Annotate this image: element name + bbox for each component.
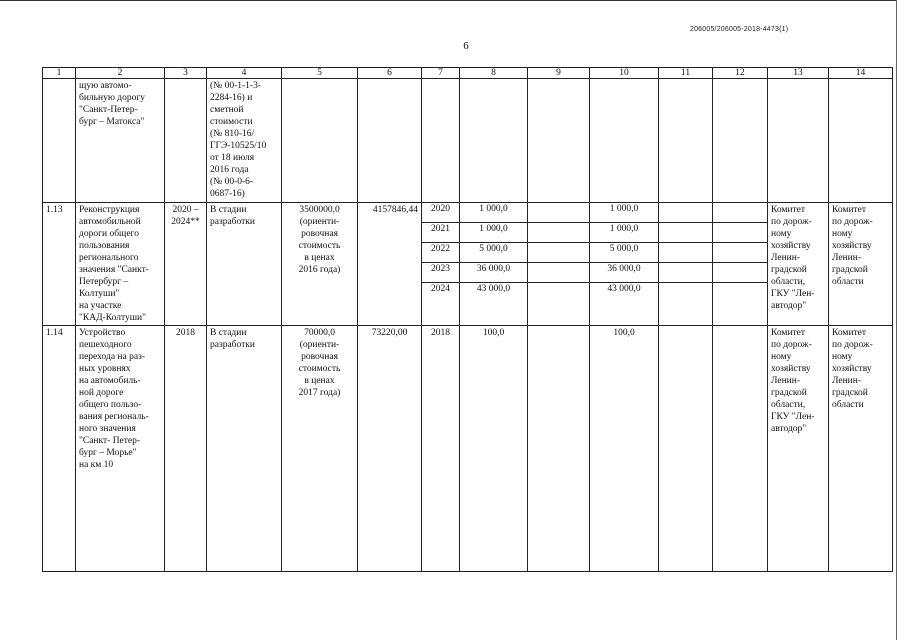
amount-total: 1 000,0	[460, 223, 527, 243]
amount-total: 1 000,0	[460, 203, 527, 223]
col-number: 12	[713, 68, 768, 79]
stage: В стадии разработки	[207, 203, 282, 326]
column-number-row	[43, 68, 893, 79]
program-table	[42, 67, 893, 572]
amount-regional: 1 000,0	[590, 203, 658, 223]
page-number: 6	[463, 40, 469, 52]
col-number: 6	[358, 68, 422, 79]
col-number: 2	[76, 68, 165, 79]
year: 2021	[422, 223, 459, 243]
table-row	[43, 326, 893, 572]
col-number: 14	[829, 68, 893, 79]
table-row	[43, 79, 893, 203]
year: 2023	[422, 263, 459, 283]
customer: Комитет по дорож- ному хозяйству Ленин- градской области, ГКУ "Лен- автодор"	[768, 326, 829, 572]
amount-regional: 100,0	[590, 326, 659, 572]
year: 2022	[422, 243, 459, 263]
amount-regional: 5 000,0	[590, 243, 658, 263]
cost: 73220,00	[358, 326, 422, 572]
col-number: 5	[282, 68, 358, 79]
page-right-edge	[896, 0, 897, 640]
row-number: 1.13	[43, 203, 76, 326]
amount-regional: 1 000,0	[590, 223, 658, 243]
year: 2024	[431, 284, 450, 294]
object-name: Реконструкция автомобильной дороги общего пользования регионального значения "Санкт- Петербург – Колтуши" на участке "КАД-Колтуши"	[76, 203, 165, 326]
year: 2020	[422, 203, 459, 223]
row-number: 1.14	[43, 326, 76, 572]
col-number: 3	[165, 68, 207, 79]
cost: 4157846,44	[358, 203, 422, 326]
estimate: 70000,0 (ориенти- ровочная стоимость в ценах 2017 года)	[282, 326, 358, 572]
table-row	[43, 203, 893, 326]
amount-total: 43 000,0	[476, 284, 511, 294]
stage: В стадии разработки	[207, 326, 282, 572]
col-number: 13	[768, 68, 829, 79]
page-top-edge	[0, 0, 896, 1]
period: 2018	[165, 326, 207, 572]
coordinator: Комитет по дорож- ному хозяйству Ленин- градской области	[829, 203, 893, 326]
coordinator: Комитет по дорож- ному хозяйству Ленин- градской области	[829, 326, 893, 572]
col-number: 9	[528, 68, 590, 79]
amount-total: 36 000,0	[460, 263, 527, 283]
object-name: Устройство пешеходного перехода на раз- ных уровнях на автомобиль- ной дороге общего пользо- вания региональ- ного значения "Санкт- Петер- бург – Морье" на км 10	[76, 326, 165, 572]
col-number: 4	[207, 68, 282, 79]
object-name: щую автомо- бильную дорогу "Санкт-Петер- бург – Матокса"	[76, 79, 165, 203]
col-number: 8	[460, 68, 528, 79]
col-number: 11	[659, 68, 713, 79]
col-number: 10	[590, 68, 659, 79]
customer: Комитет по дорож- ному хозяйству Ленин- градской области, ГКУ "Лен- автодор"	[768, 203, 829, 326]
period: 2020 – 2024**	[165, 203, 207, 326]
document-id: 206005/206005-2018-4473(1)	[690, 26, 789, 33]
amount-total: 100,0	[460, 326, 528, 572]
col-number: 1	[43, 68, 76, 79]
basis-text: (№ 00-1-1-3- 2284-16) и сметной стоимости (№ 810-16/ ГГЭ-10525/10 от 18 июля 2016 года (№ 00-0-6- 0687-16)	[207, 79, 282, 203]
col-number: 7	[422, 68, 460, 79]
estimate: 3500000,0 (ориенти- ровочная стоимость в ценах 2016 года)	[282, 203, 358, 326]
year: 2018	[422, 326, 460, 572]
amount-regional: 43 000,0	[607, 284, 641, 294]
amount-regional: 36 000,0	[590, 263, 658, 283]
amount-total: 5 000,0	[460, 243, 527, 263]
